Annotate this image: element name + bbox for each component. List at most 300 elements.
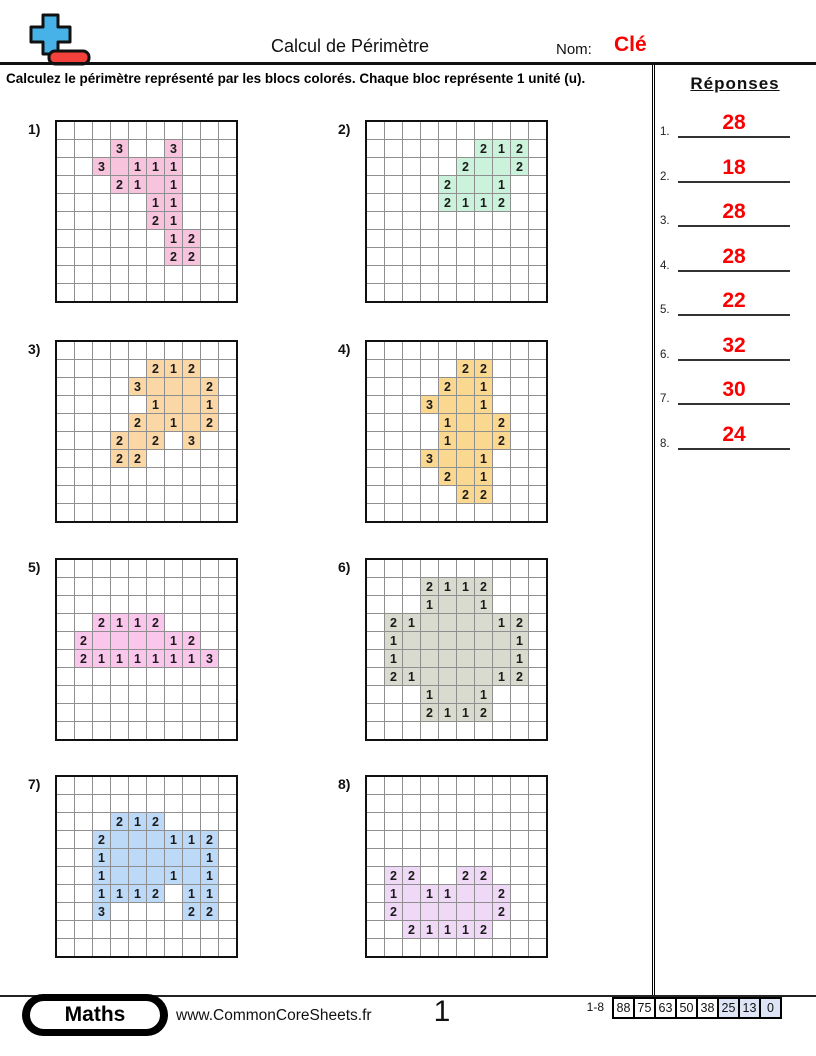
grid-cell	[57, 614, 74, 631]
grid-cell	[385, 122, 402, 139]
problem-6	[338, 558, 548, 741]
grid-cell	[529, 777, 546, 794]
grid-cell	[511, 686, 528, 703]
problem-label: 6)	[338, 559, 351, 575]
answer-blank-line	[678, 314, 790, 316]
grid-cell	[439, 831, 456, 848]
grid-cell	[511, 813, 528, 830]
grid-cell	[511, 596, 528, 613]
grid-cell	[385, 704, 402, 721]
grid-cell	[219, 795, 236, 812]
grid-cell	[421, 468, 438, 485]
colored-block: 2	[183, 230, 200, 247]
grid-cell	[219, 596, 236, 613]
grid-cell	[403, 504, 420, 521]
problem-5	[28, 558, 238, 741]
grid-cell	[367, 813, 384, 830]
grid-cell	[493, 450, 510, 467]
grid-cell	[385, 342, 402, 359]
grid-cell	[367, 122, 384, 139]
grid-cell	[93, 578, 110, 595]
colored-block: 2	[147, 212, 164, 229]
colored-block	[439, 396, 456, 413]
colored-block: 1	[183, 885, 200, 902]
colored-block: 1	[183, 650, 200, 667]
grid-cell	[201, 432, 218, 449]
answer-number: 6.	[660, 348, 670, 361]
grid-cell	[439, 939, 456, 956]
grid-cell	[219, 396, 236, 413]
grid-cell	[57, 939, 74, 956]
grid-cell	[367, 248, 384, 265]
grid-cell	[111, 266, 128, 283]
colored-block: 1	[201, 885, 218, 902]
grid-cell	[201, 140, 218, 157]
colored-block: 1	[165, 158, 182, 175]
grid-cell	[93, 450, 110, 467]
colored-block	[183, 378, 200, 395]
grid-cell	[183, 194, 200, 211]
grid-cell	[219, 614, 236, 631]
colored-block	[147, 632, 164, 649]
answer-blank-line	[678, 359, 790, 361]
colored-block	[457, 450, 474, 467]
grid-cell	[367, 176, 384, 193]
grid-cell	[457, 504, 474, 521]
grid-cell	[529, 885, 546, 902]
grid-cell	[57, 885, 74, 902]
perimeter-grid	[55, 120, 238, 303]
colored-block: 2	[493, 432, 510, 449]
colored-block	[475, 432, 492, 449]
grid-cell	[57, 432, 74, 449]
grid-cell	[511, 248, 528, 265]
colored-block: 2	[183, 360, 200, 377]
grid-cell	[129, 578, 146, 595]
colored-block: 3	[93, 903, 110, 920]
colored-block	[421, 632, 438, 649]
instructions-text: Calculez le périmètre représenté par les blocs colorés. Chaque bloc représente 1 unité (u).	[6, 71, 586, 86]
colored-block: 1	[421, 596, 438, 613]
grid-cell	[457, 284, 474, 301]
colored-block: 2	[439, 378, 456, 395]
score-box: 75	[633, 997, 656, 1019]
grid-cell	[165, 704, 182, 721]
colored-block: 1	[475, 450, 492, 467]
grid-cell	[75, 578, 92, 595]
grid-cell	[367, 140, 384, 157]
grid-cell	[75, 813, 92, 830]
grid-cell	[529, 212, 546, 229]
grid-cell	[57, 650, 74, 667]
score-box: 25	[717, 997, 740, 1019]
colored-block: 2	[385, 903, 402, 920]
colored-block: 1	[129, 176, 146, 193]
grid-cell	[367, 266, 384, 283]
grid-cell	[475, 795, 492, 812]
grid-cell	[165, 939, 182, 956]
score-box: 88	[612, 997, 635, 1019]
colored-block: 1	[165, 650, 182, 667]
colored-block	[93, 632, 110, 649]
grid-cell	[111, 722, 128, 739]
grid-cell	[111, 795, 128, 812]
grid-cell	[183, 668, 200, 685]
grid-cell	[475, 504, 492, 521]
grid-cell	[475, 342, 492, 359]
grid-cell	[201, 212, 218, 229]
colored-block: 2	[93, 831, 110, 848]
grid-cell	[75, 686, 92, 703]
colored-block: 2	[475, 704, 492, 721]
grid-cell	[529, 414, 546, 431]
colored-block: 1	[457, 194, 474, 211]
grid-cell	[129, 212, 146, 229]
grid-cell	[75, 360, 92, 377]
colored-block	[183, 414, 200, 431]
grid-cell	[529, 468, 546, 485]
colored-block: 2	[457, 486, 474, 503]
grid-cell	[403, 230, 420, 247]
grid-cell	[111, 378, 128, 395]
grid-cell	[529, 360, 546, 377]
grid-cell	[403, 704, 420, 721]
grid-cell	[385, 468, 402, 485]
grid-cell	[93, 939, 110, 956]
grid-cell	[385, 396, 402, 413]
colored-block	[457, 432, 474, 449]
perimeter-grid	[365, 558, 548, 741]
grid-cell	[529, 686, 546, 703]
colored-block: 2	[511, 614, 528, 631]
grid-cell	[511, 468, 528, 485]
grid-cell	[219, 867, 236, 884]
score-boxes	[612, 997, 782, 1019]
grid-cell	[147, 795, 164, 812]
grid-cell	[367, 432, 384, 449]
grid-cell	[147, 230, 164, 247]
grid-cell	[93, 212, 110, 229]
grid-cell	[511, 939, 528, 956]
grid-cell	[201, 668, 218, 685]
grid-cell	[367, 722, 384, 739]
grid-cell	[493, 704, 510, 721]
grid-cell	[111, 194, 128, 211]
colored-block: 1	[475, 378, 492, 395]
grid-cell	[75, 704, 92, 721]
colored-block	[111, 831, 128, 848]
colored-block: 2	[147, 614, 164, 631]
grid-cell	[457, 722, 474, 739]
colored-block	[403, 632, 420, 649]
grid-cell	[475, 777, 492, 794]
page-title: Calcul de Périmètre	[270, 36, 430, 56]
grid-cell	[367, 560, 384, 577]
answer-number: 5.	[660, 304, 670, 316]
grid-cell	[111, 939, 128, 956]
grid-cell	[75, 867, 92, 884]
grid-cell	[147, 668, 164, 685]
colored-block: 2	[93, 614, 110, 631]
grid-cell	[183, 939, 200, 956]
grid-cell	[129, 504, 146, 521]
colored-block: 1	[439, 432, 456, 449]
grid-cell	[201, 686, 218, 703]
grid-cell	[421, 194, 438, 211]
grid-cell	[475, 122, 492, 139]
colored-block	[457, 650, 474, 667]
grid-cell	[475, 284, 492, 301]
answer-row	[656, 185, 808, 227]
grid-cell	[201, 813, 218, 830]
grid-cell	[493, 486, 510, 503]
colored-block	[475, 903, 492, 920]
grid-cell	[403, 432, 420, 449]
grid-cell	[111, 360, 128, 377]
grid-cell	[165, 885, 182, 902]
grid-cell	[493, 831, 510, 848]
grid-cell	[93, 140, 110, 157]
grid-cell	[421, 486, 438, 503]
grid-cell	[93, 266, 110, 283]
answer-blank-line	[678, 270, 790, 272]
colored-block	[147, 176, 164, 193]
grid-cell	[93, 396, 110, 413]
perimeter-grid	[365, 120, 548, 303]
grid-cell	[147, 921, 164, 938]
perimeter-grid	[55, 558, 238, 741]
grid-cell	[219, 378, 236, 395]
grid-cell	[421, 140, 438, 157]
grid-cell	[493, 230, 510, 247]
grid-cell	[201, 795, 218, 812]
grid-cell	[219, 668, 236, 685]
answer-value: 24	[722, 422, 746, 446]
grid-cell	[385, 578, 402, 595]
grid-cell	[219, 578, 236, 595]
answer-row	[656, 96, 808, 138]
grid-cell	[529, 378, 546, 395]
colored-block: 1	[165, 867, 182, 884]
grid-cell	[385, 486, 402, 503]
colored-block	[457, 596, 474, 613]
grid-cell	[57, 284, 74, 301]
grid-cell	[511, 414, 528, 431]
grid-cell	[75, 122, 92, 139]
grid-cell	[111, 686, 128, 703]
colored-block: 1	[165, 360, 182, 377]
grid-cell	[367, 614, 384, 631]
grid-cell	[529, 903, 546, 920]
grid-cell	[183, 614, 200, 631]
grid-cell	[57, 266, 74, 283]
colored-block: 1	[147, 158, 164, 175]
grid-cell	[219, 194, 236, 211]
grid-cell	[475, 939, 492, 956]
grid-cell	[529, 450, 546, 467]
grid-cell	[367, 158, 384, 175]
colored-block: 2	[457, 867, 474, 884]
colored-block: 2	[493, 903, 510, 920]
grid-cell	[111, 468, 128, 485]
grid-cell	[457, 831, 474, 848]
colored-block	[129, 867, 146, 884]
grid-cell	[201, 777, 218, 794]
grid-cell	[529, 158, 546, 175]
grid-cell	[93, 432, 110, 449]
grid-cell	[183, 596, 200, 613]
colored-block: 1	[385, 885, 402, 902]
grid-cell	[403, 212, 420, 229]
colored-block: 2	[511, 668, 528, 685]
problem-4	[338, 340, 548, 523]
grid-cell	[421, 849, 438, 866]
grid-cell	[403, 578, 420, 595]
grid-cell	[165, 686, 182, 703]
grid-cell	[511, 230, 528, 247]
grid-cell	[403, 486, 420, 503]
grid-cell	[421, 831, 438, 848]
grid-cell	[385, 831, 402, 848]
grid-cell	[385, 432, 402, 449]
grid-cell	[183, 722, 200, 739]
colored-block: 1	[511, 632, 528, 649]
grid-cell	[367, 596, 384, 613]
grid-cell	[493, 795, 510, 812]
grid-cell	[529, 342, 546, 359]
answer-value: 22	[722, 289, 746, 312]
grid-cell	[439, 867, 456, 884]
grid-cell	[147, 560, 164, 577]
grid-cell	[511, 722, 528, 739]
colored-block	[129, 432, 146, 449]
problem-label: 2)	[338, 121, 351, 137]
colored-block: 1	[129, 650, 146, 667]
colored-block	[421, 903, 438, 920]
grid-cell	[403, 194, 420, 211]
grid-cell	[183, 266, 200, 283]
grid-cell	[403, 722, 420, 739]
colored-block	[421, 650, 438, 667]
colored-block	[457, 396, 474, 413]
colored-block	[475, 176, 492, 193]
grid-cell	[385, 686, 402, 703]
grid-cell	[201, 504, 218, 521]
grid-cell	[219, 560, 236, 577]
grid-cell	[183, 795, 200, 812]
grid-cell	[165, 903, 182, 920]
grid-cell	[367, 414, 384, 431]
colored-block: 2	[475, 921, 492, 938]
grid-cell	[439, 122, 456, 139]
colored-block: 2	[421, 704, 438, 721]
colored-block	[475, 158, 492, 175]
grid-cell	[219, 266, 236, 283]
grid-cell	[367, 650, 384, 667]
grid-cell	[439, 504, 456, 521]
grid-cell	[219, 468, 236, 485]
grid-cell	[165, 450, 182, 467]
grid-cell	[219, 504, 236, 521]
grid-cell	[493, 122, 510, 139]
grid-cell	[57, 849, 74, 866]
colored-block: 3	[93, 158, 110, 175]
score-box: 38	[696, 997, 719, 1019]
colored-block: 1	[165, 831, 182, 848]
answer-blank-line	[678, 136, 790, 138]
grid-cell	[511, 176, 528, 193]
colored-block: 1	[511, 650, 528, 667]
colored-block: 1	[93, 885, 110, 902]
grid-cell	[219, 921, 236, 938]
colored-block	[439, 632, 456, 649]
grid-cell	[367, 450, 384, 467]
colored-block	[147, 378, 164, 395]
grid-cell	[201, 939, 218, 956]
grid-cell	[421, 176, 438, 193]
perimeter-grid	[55, 775, 238, 958]
grid-cell	[57, 704, 74, 721]
grid-cell	[421, 266, 438, 283]
grid-cell	[367, 921, 384, 938]
grid-cell	[57, 414, 74, 431]
grid-cell	[403, 176, 420, 193]
grid-cell	[129, 921, 146, 938]
colored-block: 2	[201, 831, 218, 848]
grid-cell	[147, 486, 164, 503]
colored-block: 2	[111, 450, 128, 467]
grid-cell	[385, 722, 402, 739]
grid-cell	[421, 795, 438, 812]
grid-cell	[165, 777, 182, 794]
grid-cell	[421, 248, 438, 265]
grid-cell	[439, 158, 456, 175]
grid-cell	[129, 468, 146, 485]
grid-cell	[385, 560, 402, 577]
colored-block: 1	[93, 849, 110, 866]
grid-cell	[165, 122, 182, 139]
grid-cell	[57, 686, 74, 703]
grid-cell	[493, 468, 510, 485]
colored-block	[457, 632, 474, 649]
grid-cell	[493, 939, 510, 956]
grid-cell	[511, 284, 528, 301]
grid-cell	[367, 378, 384, 395]
grid-cell	[493, 777, 510, 794]
grid-cell	[439, 266, 456, 283]
colored-block	[475, 632, 492, 649]
grid-cell	[367, 230, 384, 247]
grid-cell	[75, 504, 92, 521]
grid-cell	[385, 777, 402, 794]
grid-cell	[529, 486, 546, 503]
colored-block	[147, 414, 164, 431]
grid-cell	[511, 504, 528, 521]
grid-cell	[183, 176, 200, 193]
colored-block: 1	[475, 686, 492, 703]
colored-block: 1	[165, 414, 182, 431]
grid-cell	[457, 230, 474, 247]
colored-block: 3	[129, 378, 146, 395]
grid-cell	[511, 212, 528, 229]
grid-cell	[385, 921, 402, 938]
grid-cell	[385, 266, 402, 283]
grid-cell	[75, 450, 92, 467]
colored-block	[457, 614, 474, 631]
grid-cell	[57, 378, 74, 395]
grid-cell	[439, 360, 456, 377]
grid-cell	[57, 212, 74, 229]
